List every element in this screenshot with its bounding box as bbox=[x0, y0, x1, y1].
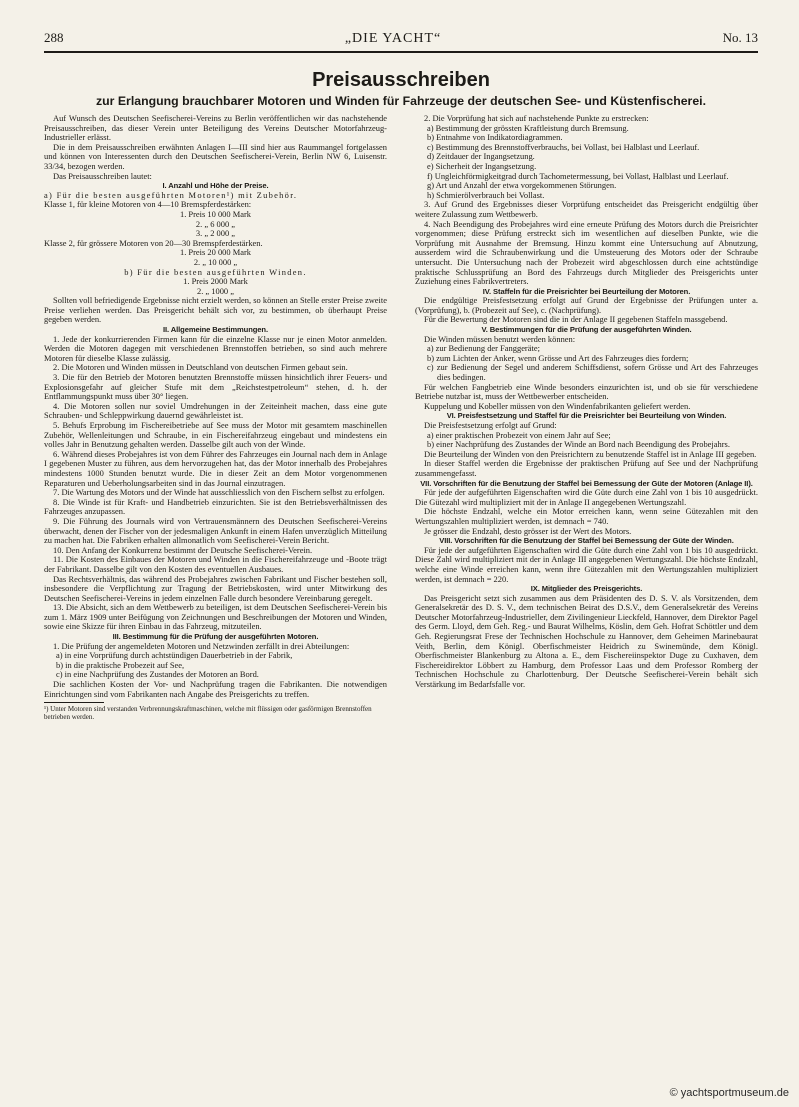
paragraph: 4. Die Motoren sollen nur soviel Umdrehungen in der Zeiteinheit machen, dass eine gute Schrauben- und Schleppwirkung dauernd gewährleistet ist. bbox=[44, 400, 387, 421]
list-item: c) Bestimmung des Brennstoffverbrauchs, bei Vollast, bei Halblast und Leerlauf. bbox=[427, 141, 700, 152]
list-item: a) Bestimmung der grössten Kraftleistung durch Bremsung. bbox=[427, 122, 629, 133]
prize-line: 1. Preis 2000 Mark bbox=[183, 276, 248, 287]
paragraph: 4. Nach Beendigung des Probejahres wird eine erneute Prüfung des Motors durch die Preisrichter vorgenommen; diese Prüfung erstreckt sich im wesentlichen auf dieselben Punkte, wie die Vorprüfung mit Ausnahme der Bremsung. Hinzu kommt eine Untersuchung auf Abnutzung, ausserdem wird die Schraubenwirkung und die Umsteuerung des Motors oder der Schraube untersucht. Die Untersuchung nach der Probezeit wird abgeschlossen durch eine achtstündige praktische Schlussprüfung an Bord des Fahrzeugs durch Mitglieder des Preisgerichts unter Zuziehung eines Fabrikvertreters. bbox=[415, 218, 758, 287]
journal-title: „DIE YACHT“ bbox=[344, 31, 442, 46]
paragraph: Das Rechtsverhältnis, das während des Probejahres zwischen Fabrikant und Fischer bestehen soll, insbesondere die Verpflichtung zur Tragung der Betriebskosten, wird unter Mitwirkung des Deutschen Seefischerei-Vereins in jedem einzelnen Falle durch besondere Vereinbarung geregelt. bbox=[44, 573, 387, 603]
paragraph: Die höchste Endzahl, welche ein Motor erreichen kann, wenn seine Gütezahlen mit den Wertungszahlen multipliziert werden, ist demnach = 740. bbox=[415, 506, 758, 526]
footnote: ¹) Unter Motoren sind verstanden Verbrennungskraftmaschinen, welche mit flüssigen oder gasförmigen Brennstoffen betrieben werden. bbox=[44, 705, 372, 722]
prize-class: Klasse 2, für grössere Motoren von 20—30 Bremspferdestärken. bbox=[44, 237, 263, 248]
paragraph: 5. Behufs Erprobung im Fischereibetriebe auf See muss der Motor mit gesamtem maschinellen Zubehör, Wellenleitungen und Schraube, in ein Fischereifahrzeug eingebaut und mindestens ein volles Jahr in Benutzung gehalten werden. Dasselbe gilt auch von der Winde. bbox=[44, 420, 387, 450]
paragraph: 3. Auf Grund des Ergebnisses dieser Vorprüfung entscheidet das Preisgericht endgültig über weitere Zulassung zum Wettbewerb. bbox=[415, 199, 758, 219]
paragraph: Auf Wunsch des Deutschen Seefischerei-Vereins zu Berlin veröffentlichen wir das nachstehende Preisausschreiben, das dieser Verein unter Beteiligung des Vereins Deutscher Motorfahrzeug-Industrieller erlässt. bbox=[44, 113, 387, 143]
paragraph: 8. Die Winde ist für Kraft- und Handbetrieb einzurichten. Sie ist den Betriebsverhältnissen des Fahrzeuges anzupassen. bbox=[44, 496, 387, 517]
prize-class: Klasse 1, für kleine Motoren von 4—10 Bremspferdestärken: bbox=[44, 199, 252, 210]
issue-number: No. 13 bbox=[722, 30, 758, 45]
paragraph: Je grösser die Endzahl, desto grösser ist der Wert des Motors. bbox=[424, 525, 632, 536]
list-item: a) zur Bedienung der Fanggeräte; bbox=[427, 343, 540, 354]
paragraph: 6. Während dieses Probejahres ist von dem Führer des Fahrzeuges ein Journal nach dem in Anlage I gegebenen Muster zu führen, aus dem hervorzugehen hat, das der Motor innerhalb des Probejahres mindestens 1000 Stunden benutzt wurde. Die in dieser Zeit an dem Motor vorgenommenen Reparaturen und Ueberholungsarbeiten sind in das Journal einzutragen. bbox=[44, 448, 387, 488]
prize-line: 2. „ 6 000 „ bbox=[195, 218, 236, 229]
paragraph: Die sachlichen Kosten der Vor- und Nachprüfung tragen die Fabrikanten. Die notwendigen Einrichtungen sind vom Fabrikanten nach Angabe des Preisgerichts zu treffen. bbox=[44, 679, 387, 699]
list-item: g) Art und Anzahl der etwa vorgekommenen Störungen. bbox=[427, 180, 617, 191]
paragraph: Die in dem Preisausschreiben erwähnten Anlagen I—III sind hier aus Raummangel fortgelassen und können von Interessenten durch den Deutschen Seefischerei-Verein, Berlin NW 6, Luisenstr. 33/34, bezogen werden. bbox=[44, 141, 387, 171]
watermark-credit: © yachtsportmuseum.de bbox=[669, 1087, 789, 1099]
paragraph: Die Winden müssen benutzt werden können: bbox=[424, 333, 576, 344]
list-item: b) einer Nachprüfung des Zustandes der Winde an Bord nach Beendigung des Probejahrs. bbox=[427, 439, 730, 450]
left-column bbox=[44, 114, 387, 1074]
paragraph: 13. Die Absicht, sich an dem Wettbewerb zu beteiligen, ist dem Deutschen Seefischerei-Verein bis zum 1. März 1909 unter Beifügung von Zeichnungen und Beschreibungen der Motoren und Winden, sowie eine Skizze für ihren Einbau in das Fahrzeug, mitzuteilen. bbox=[44, 602, 387, 632]
paragraph: Für die Bewertung der Motoren sind die in der Anlage II gegebenen Staffeln massgebend. bbox=[424, 314, 728, 325]
list-item: b) zum Lichten der Anker, wenn Grösse und Art des Fahrzeuges dies fordern; bbox=[427, 352, 689, 363]
right-column bbox=[415, 114, 758, 1074]
paragraph: 11. Die Kosten des Einbaues der Motoren und Winden in die Fischereifahrzeuge und -Boote trägt der Fabrikant. Dasselbe gilt von den Kosten des eventuellen Ausbaues. bbox=[44, 554, 387, 574]
section-heading: VI. Preisfestsetzung und Staffel für die Preisrichter bei Beurteilung von Winden. bbox=[446, 411, 727, 421]
paragraph: 3. Die für den Betrieb der Motoren benutzten Brennstoffe müssen hinsichtlich ihrer Feuers- und Explosionsgefahr auf gleicher Stufe mit dem „Reichstestpetroleum“ stehen, d. h. der Entflammungspunkt muss über 30° liegen. bbox=[44, 372, 387, 402]
section-heading: VIII. Vorschriften für die Benutzung der Staffel bei Bemessung der Güte der Winden. bbox=[439, 536, 734, 546]
paragraph: In dieser Staffel werden die Ergebnisse der praktischen Prüfung auf See und der Nachprüfung zusammengefasst. bbox=[415, 458, 758, 478]
paragraph: Sollten voll befriedigende Ergebnisse nicht erzielt werden, so können an Stelle erster Preise zweite Preise verliehen werden. Das Preisgericht behält sich vor, zu bestimmen, ob überhaupt Preise gegeben werden. bbox=[44, 295, 387, 325]
list-item: c) zur Bedienung der Segel und anderem Schiffsdienst, sofern Grösse und Art des Fahrzeuges dies bedingen. bbox=[427, 362, 758, 383]
paragraph: 1. Jede der konkurrierenden Firmen kann für die einzelne Klasse nur je einen Motor anmelden. Werden die Motoren dagegen mit verschiedenen Brennstoffen betrieben, so sind auch mehrere Motoren für dieselbe Klasse zulässig. bbox=[44, 333, 387, 363]
list-item: c) in eine Nachprüfung des Zustandes der Motoren an Bord. bbox=[56, 669, 259, 680]
prize-line: 2. „ 10 000 „ bbox=[193, 256, 238, 267]
list-item: h) Schmierölverbrauch bei Vollast. bbox=[427, 189, 545, 200]
paragraph: 2. Die Motoren und Winden müssen in Deutschland von deutschen Firmen gebaut sein. bbox=[53, 362, 348, 373]
section-heading: III. Bestimmung für die Prüfung der ausgeführten Motoren. bbox=[112, 632, 319, 642]
section-heading: II. Allgemeine Bestimmungen. bbox=[163, 325, 268, 335]
list-item: a) einer praktischen Probezeit von einem Jahr auf See; bbox=[427, 429, 611, 440]
prize-line: 2. „ 1000 „ bbox=[196, 285, 235, 296]
article-title: Preisausschreiben bbox=[312, 69, 490, 91]
list-item: d) Zeitdauer der Ingangsetzung. bbox=[427, 151, 535, 162]
paragraph: Kuppelung und Kobeller müssen von den Windenfabrikanten geliefert werden. bbox=[424, 400, 691, 411]
section-heading: IX. Mitglieder des Preisgerichts. bbox=[530, 584, 643, 594]
paragraph: Das Preisgericht setzt sich zusammen aus dem Präsidenten des D. S. V. als Vorsitzenden, dem Generalsekretär des D. S. V., dem technischen Beirat des D.S.V., dem Generalsekretär des Vereins Deutscher Motorfahrzeug-Industrieller, dem Zivilingenieur Lieckfeld, Hannover, dem Direktor Pagel des Germ. Lloyd, dem Geh. Reg.- und Baurat Wilhelms, Köslin, dem Geh. Hofrat Schöttler und dem Geh. Regierungsrat Frese der Technischen Hochschule zu Hannover, dem Geheimen Marinebaurat Veith, Berlin, dem Königl. Oberfischmeister Heidrich zu Swinemünde, dem Königl. Oberfischmeister Blankenburg zu Altona a. E., dem Fischereiinspektor Duge zu Cuxhaven, dem Fischereidirektor Löbbert zu Hamburg, dem Professor Laas und dem Professor Romberg der Technischen Hochschule zu Charlottenburg. Der Deutsche Seefischerei-Verein behält sich Verstärkung im Bedarfsfalle vor. bbox=[415, 592, 758, 690]
paragraph: 7. Die Wartung des Motors und der Winde hat ausschliesslich von den Fischern selbst zu erfolgen. bbox=[53, 487, 385, 498]
prize-line: 1. Preis 20 000 Mark bbox=[179, 247, 251, 258]
prize-category: a) Für die besten ausgeführten Motoren¹) mit Zubehör. bbox=[44, 189, 298, 200]
paragraph: Die endgültige Preisfestsetzung erfolgt auf Grund der Ergebnisse der Prüfungen unter a. (Vorprüfung), b. (Probezeit auf See), c. (Nachprüfung). bbox=[415, 295, 758, 315]
paragraph: Das Preisausschreiben lautet: bbox=[53, 170, 152, 181]
article-body bbox=[44, 114, 758, 1074]
prize-category: b) Für die besten ausgeführten Winden. bbox=[124, 266, 307, 277]
paragraph: Für jede der aufgeführten Eigenschaften wird die Güte durch eine Zahl von 1 bis 10 ausgedrückt. Die Gütezahl wird multipliziert mit der in Anlage II angegebenen Wertungszahl. bbox=[415, 487, 758, 507]
paragraph: 2. Die Vorprüfung hat sich auf nachstehende Punkte zu erstrecken: bbox=[424, 113, 649, 123]
paragraph: 9. Die Führung des Journals wird von Vertrauensmännern des Deutschen Seefischerei-Vereins überwacht, denen der Fischer von der jedesmaligen Ankunft in einem Hafen unverzüglich Mitteilung zu machen hat. Die Fabriken erhalten allmonatlich vom Seefischerei-Verein Bericht. bbox=[44, 515, 387, 546]
section-heading: IV. Staffeln für die Preisrichter bei Beurteilung der Motoren. bbox=[482, 286, 691, 296]
prize-line: 1. Preis 10 000 Mark bbox=[179, 208, 251, 219]
paragraph: 10. Den Anfang der Konkurrenz bestimmt der Deutsche Seefischerei-Verein. bbox=[53, 544, 313, 555]
list-item: e) Sicherheit der Ingangsetzung. bbox=[427, 160, 537, 171]
article-subtitle: zur Erlangung brauchbarer Motoren und Winden für Fahrzeuge der deutschen See- und Küstenfischerei. bbox=[95, 94, 707, 108]
section-heading: VII. Vorschriften für die Benutzung der Staffel bei Bemessung der Güte der Motoren (Anlage II). bbox=[420, 478, 753, 488]
section-heading: V. Bestimmungen für die Prüfung der ausgeführten Winden. bbox=[481, 325, 692, 335]
list-item: b) Entnahme von Indikatordiagrammen. bbox=[427, 132, 563, 143]
running-header bbox=[44, 30, 758, 53]
paragraph: Für welchen Fangbetrieb eine Winde besonders einzurichten ist, und ob sie für verschiedene Betriebe nutzbar ist, muss der Wettbewerber entscheiden. bbox=[415, 381, 758, 402]
footnote-rule bbox=[44, 702, 104, 703]
paragraph: Die Preisfestsetzung erfolgt auf Grund: bbox=[424, 420, 557, 430]
list-item: b) in die praktische Probezeit auf See, bbox=[56, 659, 185, 670]
prize-line: 3. „ 2 000 „ bbox=[195, 228, 236, 239]
list-item: f) Ungleichförmigkeitgrad durch Tachometermessung, bei Vollast, Halblast und Leerlauf. bbox=[427, 170, 729, 181]
paragraph: 1. Die Prüfung der angemeldeten Motoren und Netzwinden zerfällt in drei Abteilungen: bbox=[53, 640, 350, 651]
document-page bbox=[44, 30, 758, 1075]
section-heading: I. Anzahl und Höhe der Preise. bbox=[162, 181, 269, 191]
paragraph: Die Beurteilung der Winden von den Preisrichtern zu benutzende Staffel ist in Anlage III gegeben. bbox=[424, 448, 757, 459]
page-number: 288 bbox=[44, 30, 64, 45]
paragraph: Für jede der aufgeführten Eigenschaften wird die Güte durch eine Zahl von 1 bis 10 ausgedrückt. Diese Zahl wird multipliziert mit der in Anlage III angegebenen Wertungszahl. Die höchste Endzahl, welche eine Winde erreichen kann, wenn ihre Gütezahlen mit den Wertungszahlen multipliziert werden, ist demnach = 220. bbox=[415, 544, 758, 584]
list-item: a) in eine Vorprüfung durch achtstündigen Dauerbetrieb in der Fabrik, bbox=[56, 650, 293, 661]
